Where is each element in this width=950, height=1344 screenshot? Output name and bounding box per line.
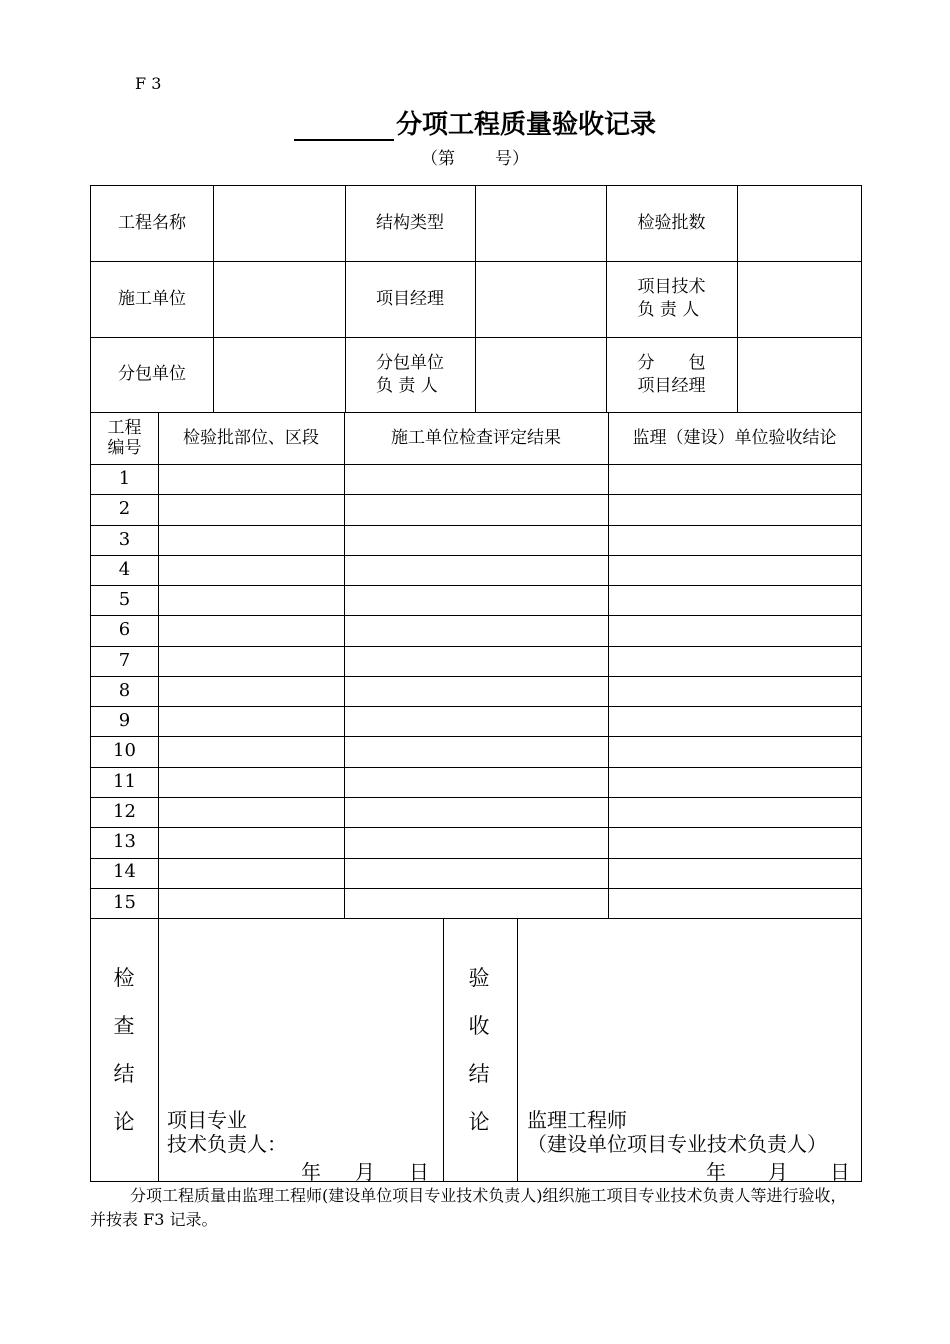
label-construction-unit: 施工单位 [118,288,186,309]
sub-pm-line2: 项目经理 [637,375,706,396]
tech-lead-line1: 项目技术 [637,277,706,298]
check-conclusion-label: 检 查 结 论 [113,966,135,1134]
accept-conclusion-label: 验 收 结 论 [468,966,490,1134]
label-subcontractor: 分包单位 [118,364,186,385]
label-structure-type: 结构类型 [376,213,444,234]
title-blank-underline [294,109,394,141]
row-number: 11 [113,770,136,792]
row-divider [91,736,861,737]
header-no-line2: 编号 [107,438,142,458]
left-date: 年 月 日 [301,1160,429,1184]
label-project-name: 工程名称 [118,213,186,234]
row-number: 2 [118,498,131,520]
row-divider [91,767,861,768]
row-number: 6 [118,619,131,641]
header-location: 检验批部位、区段 [183,427,319,448]
row-divider [91,494,861,495]
label-sub-lead [345,337,475,412]
row-number: 13 [113,831,136,853]
label-project-manager: 项目经理 [376,288,444,309]
row-divider [91,615,861,616]
row-divider [91,676,861,677]
footnote: 分项工程质量由监理工程师(建设单位项目专业技术负责人)组织施工项目专业技术负责人等进行验收，并按表 F3 记录。 [90,1186,847,1229]
row-number: 1 [118,467,131,489]
header-conclusion: 监理（建设）单位验收结论 [632,427,837,448]
left-signature [167,1108,287,1156]
left-sig-line2: 技术负责人： [167,1132,287,1156]
header-result: 施工单位检查评定结果 [391,427,561,448]
row-number: 14 [113,861,136,883]
row-divider [91,525,861,526]
label-tech-lead [606,261,737,337]
right-sig-line2: （建设单位项目专业技术负责人） [527,1132,827,1156]
row-number: 9 [118,710,131,732]
right-sig-line1: 监理工程师 [527,1108,627,1132]
row-number: 10 [113,740,136,762]
sub-lead-line1: 分包单位 [376,352,444,373]
page-title: 分项工程质量验收记录 [395,110,656,140]
left-sig-line1: 项目专业 [167,1108,247,1132]
serial-close: 号） [495,149,529,169]
right-date: 年 月 日 [706,1160,850,1184]
form-code: F 3 [135,74,162,93]
sub-lead-line2: 负 责 人 [376,375,438,396]
row-number: 12 [113,800,136,822]
row-divider [91,797,861,798]
row-number: 15 [113,891,136,913]
label-batch-count: 检验批数 [637,213,706,234]
row-divider [91,555,861,556]
tech-lead-line2: 负 责 人 [637,300,700,320]
row-number: 8 [118,679,131,701]
row-number: 5 [118,589,131,611]
row-divider [91,827,861,828]
header-no-line1: 工程 [107,417,142,438]
row-divider [91,888,861,889]
serial-number [0,144,950,169]
sub-pm-line1: 分 包 [637,352,706,373]
row-number: 3 [118,528,131,550]
label-sub-pm [606,337,737,412]
row-divider [91,646,861,647]
record-table [90,185,862,1182]
header-no [91,412,158,464]
row-number: 7 [118,649,131,671]
row-divider [91,858,861,859]
row-number: 4 [118,558,131,580]
title-row [0,104,950,141]
right-signature [527,1108,827,1156]
serial-open: （第 [421,149,455,169]
row-divider [91,706,861,707]
row-divider [91,585,861,586]
